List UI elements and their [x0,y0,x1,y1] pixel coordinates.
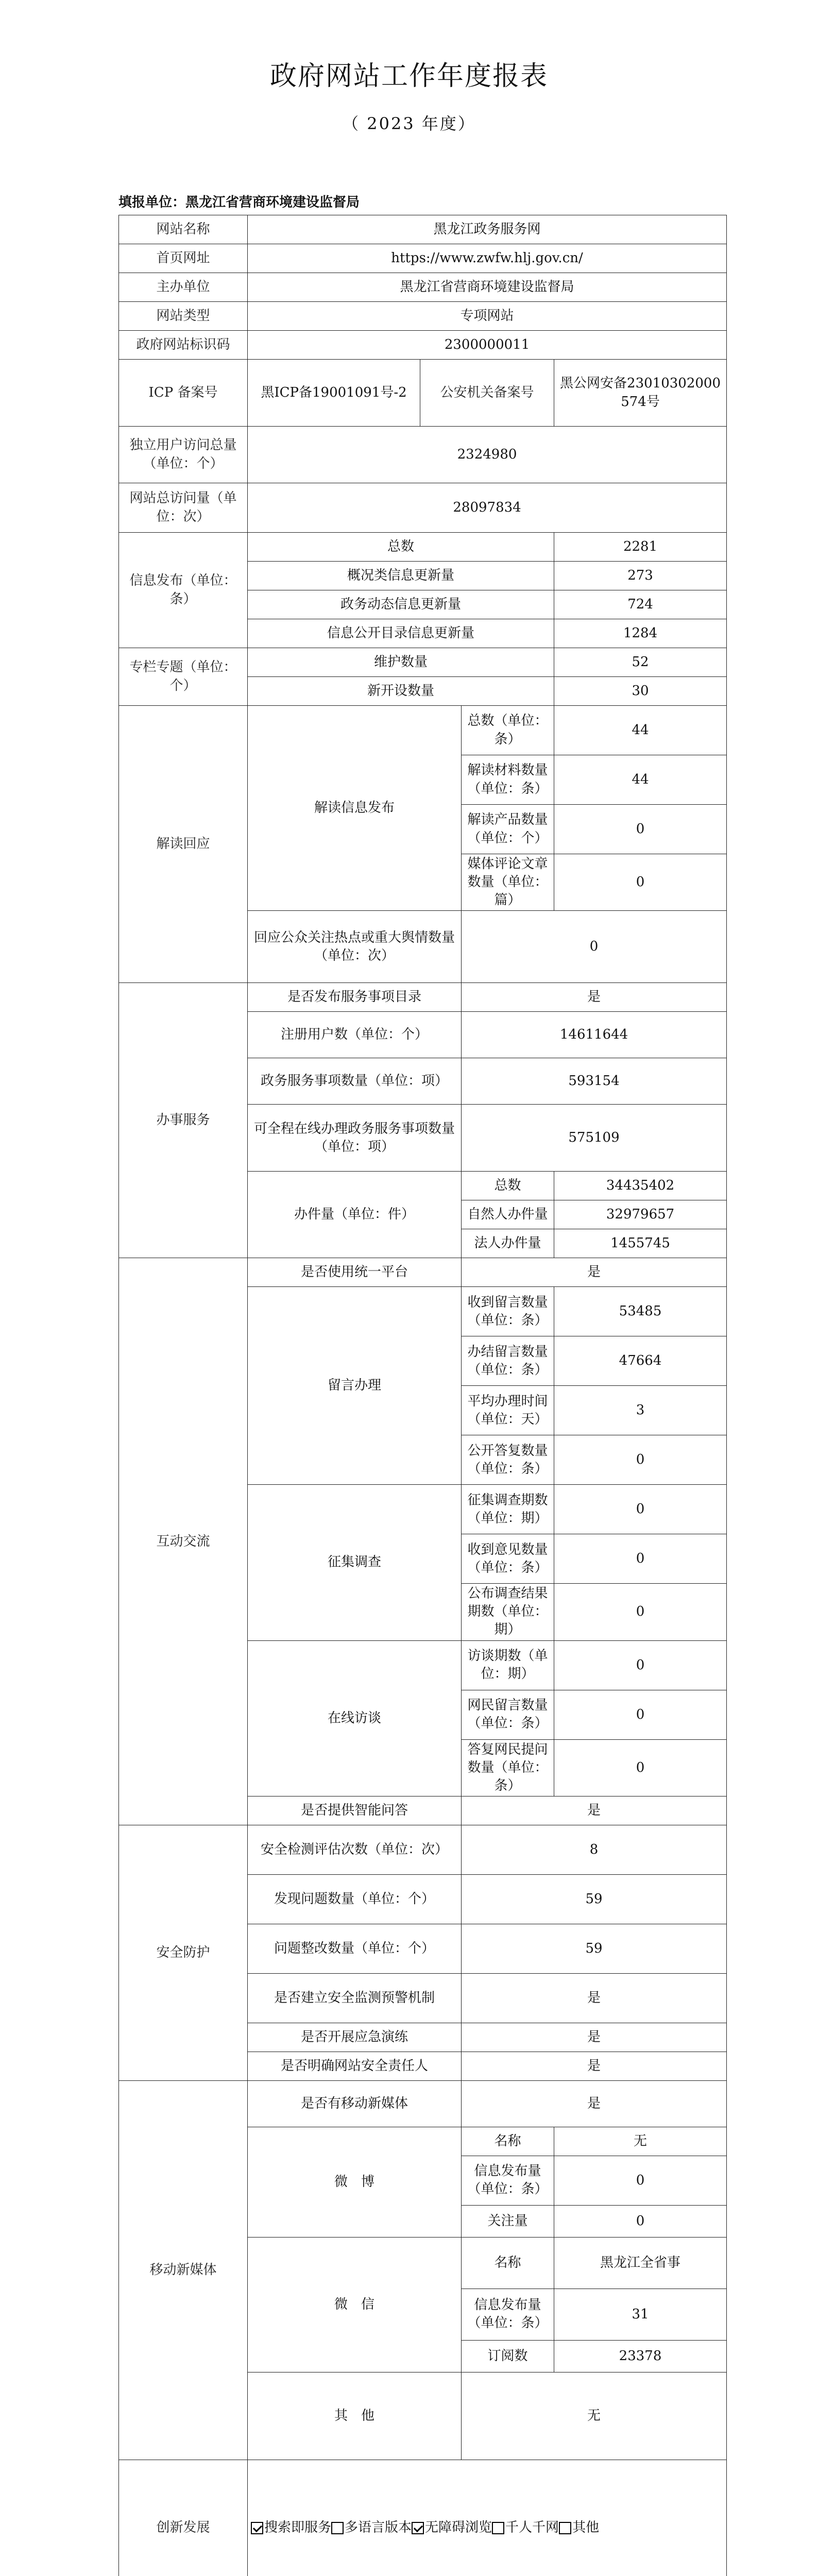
interact-smart: 是 [462,1796,727,1825]
site-type-label: 网站类型 [119,302,248,331]
checkbox-personal[interactable] [492,2522,504,2534]
talk-reply: 0 [554,1739,727,1796]
checkbox-other[interactable] [559,2522,571,2534]
survey-opinion: 0 [554,1534,727,1584]
info-catalog-label: 信息公开目录信息更新量 [248,619,554,648]
site-code: 2300000011 [248,331,727,360]
interpret-respond: 0 [462,911,727,983]
column-new: 30 [554,677,727,706]
service-legal: 1455745 [554,1229,727,1258]
msg-done: 47664 [554,1336,727,1386]
interpret-total: 44 [554,706,727,755]
icp-number: 黑ICP备19001091号-2 [248,360,420,427]
interpret-material: 44 [554,755,727,805]
column-group: 专栏专题（单位：个） [119,648,248,706]
msg-time-label: 平均办理时间（单位：天） [462,1386,554,1435]
survey-num-label: 征集调查期数（单位：期） [462,1485,554,1534]
weibo-label: 微 博 [248,2127,462,2237]
survey-opinion-label: 收到意见数量（单位：条） [462,1534,554,1584]
uv-label: 独立用户访问总量（单位：个） [119,427,248,483]
talk-num-label: 访谈期数（单位：期） [462,1640,554,1690]
pv-value: 28097834 [248,483,727,533]
homepage-url: https://www.zwfw.hlj.gov.cn/ [248,244,727,273]
site-name: 黑龙江政务服务网 [248,215,727,244]
service-users-label: 注册用户数（单位：个） [248,1012,462,1058]
interpret-product-label: 解读产品数量（单位：个） [462,805,554,854]
pv-label: 网站总访问量（单位：次） [119,483,248,533]
survey-result: 0 [554,1584,727,1640]
weixin-label: 微 信 [248,2237,462,2372]
other-media-label: 其 他 [248,2372,462,2460]
talk-num: 0 [554,1640,727,1690]
option-search: 搜索即服务 [251,2520,331,2535]
security-drill: 是 [462,2023,727,2052]
fill-unit: 填报单位：黑龙江省营商环境建设监督局 [118,195,360,210]
msg-done-label: 办结留言数量（单位：条） [462,1336,554,1386]
mobile-has: 是 [462,2080,727,2127]
interpret-material-label: 解读材料数量（单位：条） [462,755,554,805]
option-other: 其他 [559,2520,599,2535]
interpret-respond-label: 回应公众关注热点或重大舆情数量（单位：次） [248,911,462,983]
option-multilang: 多语言版本 [331,2520,412,2535]
security-check: 8 [462,1825,727,1874]
service-total: 34435402 [554,1172,727,1200]
interpret-media-label: 媒体评论文章数量（单位：篇） [462,854,554,911]
wb-name: 无 [554,2127,727,2156]
uv-value: 2324980 [248,427,727,483]
talk-msg-label: 网民留言数量（单位：条） [462,1690,554,1739]
security-owner-label: 是否明确网站安全责任人 [248,2052,462,2080]
wx-info-label: 信息发布量（单位：条） [462,2289,554,2340]
interact-talk-label: 在线访谈 [248,1640,462,1796]
interpret-product: 0 [554,805,727,854]
mobile-group: 移动新媒体 [119,2080,248,2460]
wx-name-label: 名称 [462,2237,554,2289]
msg-recv: 53485 [554,1287,727,1336]
wx-name: 黑龙江全省事 [554,2237,727,2289]
msg-public: 0 [554,1435,727,1485]
wx-info: 31 [554,2289,727,2340]
service-person-label: 自然人办件量 [462,1200,554,1229]
interact-msg-label: 留言办理 [248,1287,462,1485]
innovate-options [248,2460,727,2576]
survey-result-label: 公布调查结果期数（单位：期） [462,1584,554,1640]
interpret-group: 解读回应 [119,706,248,983]
option-personal: 千人千网 [492,2520,559,2535]
wb-follow: 0 [554,2205,727,2237]
info-total-label: 总数 [248,533,554,562]
innovate-group: 创新发展 [119,2460,248,2576]
checkbox-accessible[interactable] [412,2522,424,2534]
service-total-label: 总数 [462,1172,554,1200]
security-found: 59 [462,1874,727,1924]
service-catalog: 是 [462,983,727,1012]
option-accessible: 无障碍浏览 [412,2520,492,2535]
security-found-label: 发现问题数量（单位：个） [248,1874,462,1924]
service-online: 575109 [462,1105,727,1172]
wb-name-label: 名称 [462,2127,554,2156]
security-owner: 是 [462,2052,727,2080]
report-year: （ 2023 年度） [342,114,476,133]
msg-time: 3 [554,1386,727,1435]
info-dynamic-label: 政务动态信息更新量 [248,590,554,619]
security-monitor-label: 是否建立安全监测预警机制 [248,1973,462,2023]
interpret-media: 0 [554,854,727,911]
wb-info-label: 信息发布量（单位：条） [462,2156,554,2205]
sponsor: 黑龙江省营商环境建设监督局 [248,273,727,302]
info-overview: 273 [554,562,727,590]
security-fixed: 59 [462,1924,727,1973]
checkbox-multilang[interactable] [331,2522,344,2534]
column-maintain: 52 [554,648,727,677]
wb-follow-label: 关注量 [462,2205,554,2237]
report-table [118,215,727,2576]
service-users: 14611644 [462,1012,727,1058]
wx-sub: 23378 [554,2340,727,2372]
sponsor-label: 主办单位 [119,273,248,302]
msg-public-label: 公开答复数量（单位：条） [462,1435,554,1485]
other-media: 无 [462,2372,727,2460]
talk-reply-label: 答复网民提问数量（单位：条） [462,1739,554,1796]
info-group: 信息发布（单位：条） [119,533,248,648]
checkbox-search[interactable] [251,2522,263,2534]
survey-num: 0 [554,1485,727,1534]
service-legal-label: 法人办件量 [462,1229,554,1258]
site-code-label: 政府网站标识码 [119,331,248,360]
column-maintain-label: 维护数量 [248,648,554,677]
wx-sub-label: 订阅数 [462,2340,554,2372]
interact-platform: 是 [462,1258,727,1287]
info-dynamic: 724 [554,590,727,619]
info-total: 2281 [554,533,727,562]
column-new-label: 新开设数量 [248,677,554,706]
wb-info: 0 [554,2156,727,2205]
interact-survey-label: 征集调查 [248,1485,462,1640]
interact-group: 互动交流 [119,1258,248,1825]
site-name-label: 网站名称 [119,215,248,244]
homepage-label: 首页网址 [119,244,248,273]
security-fixed-label: 问题整改数量（单位：个） [248,1924,462,1973]
security-drill-label: 是否开展应急演练 [248,2023,462,2052]
police-number: 黑公网安备23010302000574号 [554,360,727,427]
service-online-label: 可全程在线办理政务服务事项数量（单位：项） [248,1105,462,1172]
service-items: 593154 [462,1058,727,1105]
info-catalog: 1284 [554,619,727,648]
interpret-total-label: 总数（单位：条） [462,706,554,755]
icp-label: ICP 备案号 [119,360,248,427]
service-group: 办事服务 [119,983,248,1258]
info-overview-label: 概况类信息更新量 [248,562,554,590]
interpret-sub: 解读信息发布 [248,706,462,911]
interact-platform-label: 是否使用统一平台 [248,1258,462,1287]
service-person: 32979657 [554,1200,727,1229]
msg-recv-label: 收到留言数量（单位：条） [462,1287,554,1336]
site-type: 专项网站 [248,302,727,331]
security-group: 安全防护 [119,1825,248,2080]
service-catalog-label: 是否发布服务事项目录 [248,983,462,1012]
service-items-label: 政务服务事项数量（单位：项） [248,1058,462,1105]
talk-msg: 0 [554,1690,727,1739]
service-handle-label: 办件量（单位：件） [248,1172,462,1258]
police-label: 公安机关备案号 [420,360,554,427]
security-check-label: 安全检测评估次数（单位：次） [248,1825,462,1874]
page-title: 政府网站工作年度报表 [269,61,548,92]
mobile-has-label: 是否有移动新媒体 [248,2080,462,2127]
security-monitor: 是 [462,1973,727,2023]
interact-smart-label: 是否提供智能问答 [248,1796,462,1825]
